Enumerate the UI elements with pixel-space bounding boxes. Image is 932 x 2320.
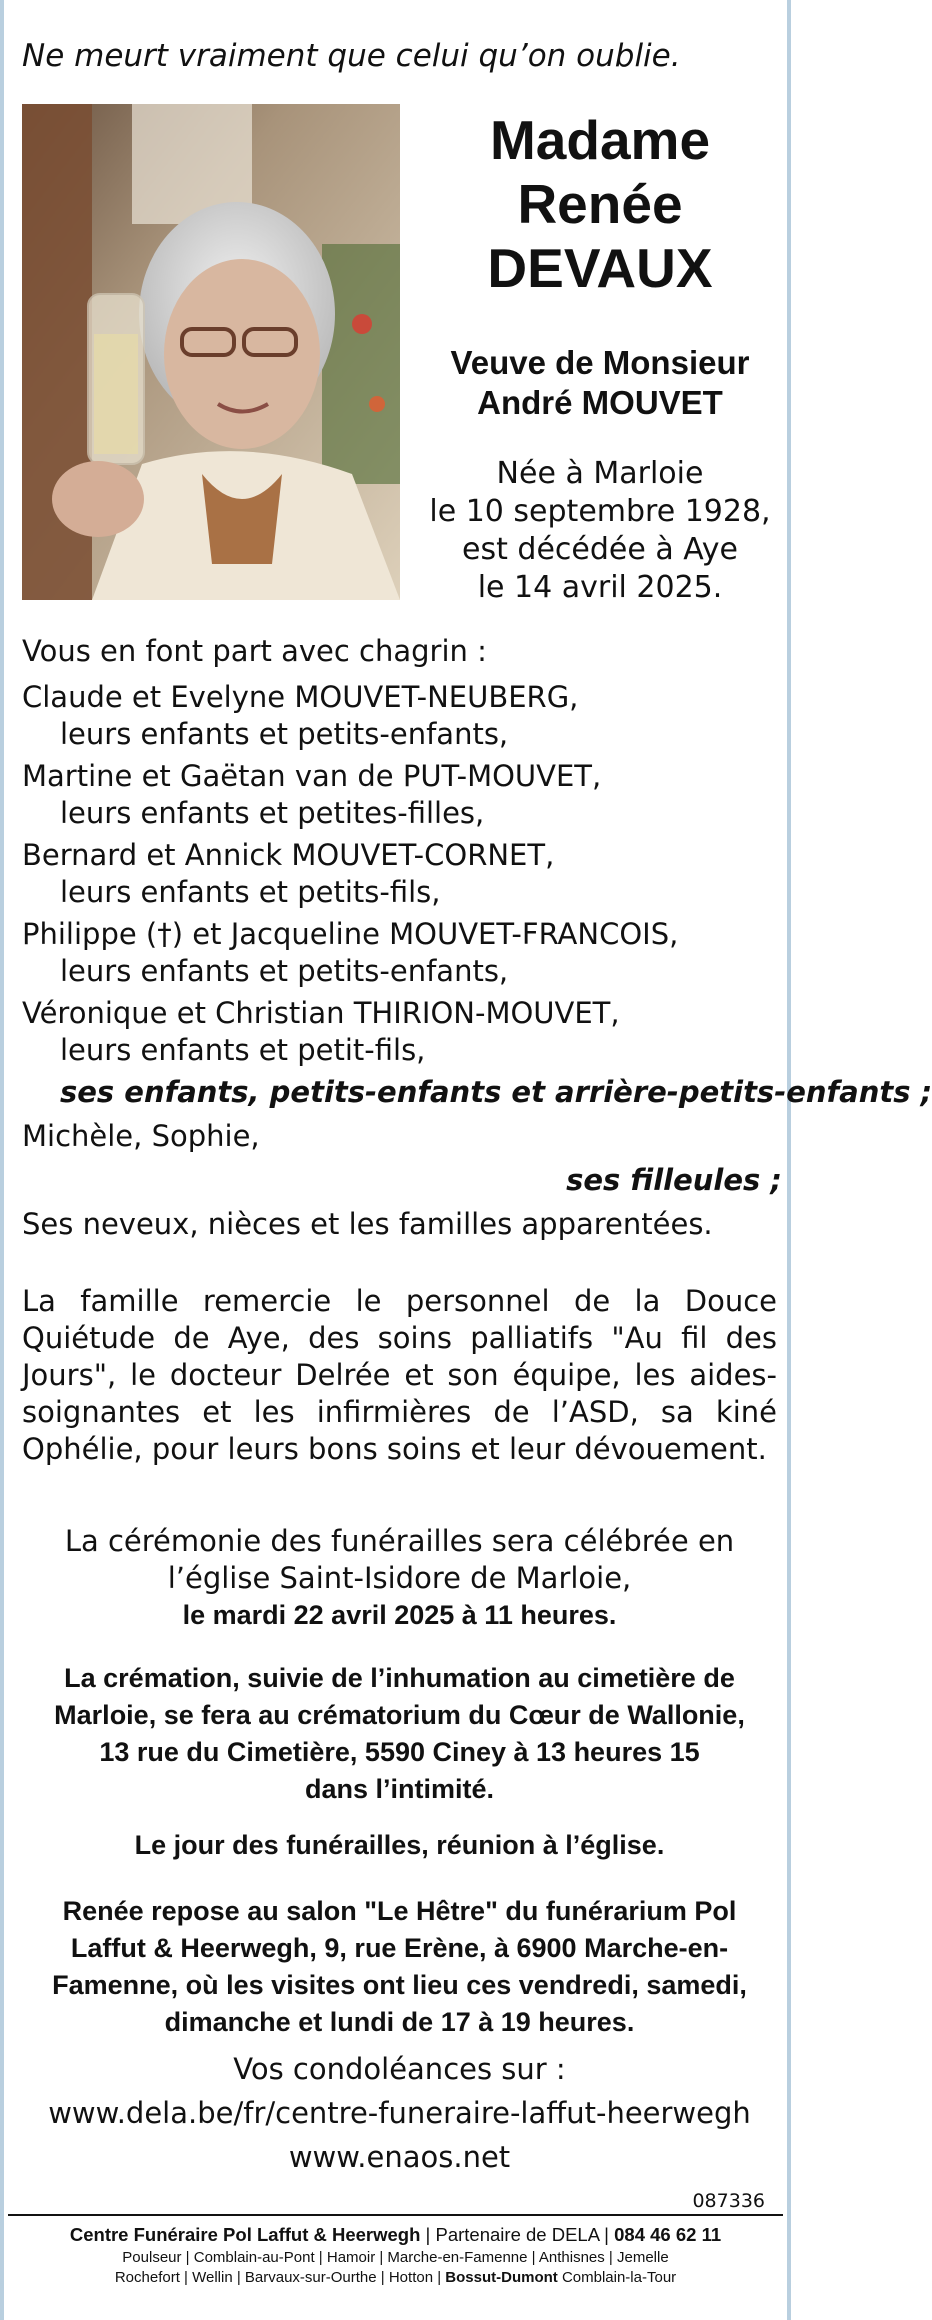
- family-descendants: leurs enfants et petit-fils,: [60, 1033, 426, 1067]
- birth-line-4: le 14 avril 2025.: [477, 570, 723, 605]
- condolences-url-2[interactable]: www.enaos.net: [288, 2140, 511, 2174]
- viewing-line-4: dimanche et lundi de 17 à 19 heures.: [164, 2007, 635, 2037]
- family-member: Véronique et Christian THIRION-MOUVET,: [22, 996, 620, 1030]
- footer-partner: | Partenaire de DELA |: [420, 2224, 615, 2245]
- footer-phone: 084 46 62 11: [614, 2224, 722, 2245]
- birth-death-info: [420, 455, 780, 607]
- ceremony-line-2: l’église Saint-Isidore de Marloie,: [167, 1561, 632, 1595]
- ceremony-info: [22, 1523, 777, 1634]
- footer-company-line: [8, 2222, 783, 2248]
- birth-line-1: Née à Marloie: [496, 456, 704, 491]
- children-summary: ses enfants, petits-enfants et arrière-petits-enfants ;: [60, 1075, 932, 1109]
- footer-locations-b: Comblain-la-Tour: [557, 2269, 677, 2286]
- family-descendants: leurs enfants et petits-enfants,: [60, 954, 509, 988]
- portrait-photo-image: [22, 104, 400, 600]
- footer: [8, 2214, 783, 2288]
- footer-company-name: Centre Funéraire Pol Laffut & Heerwegh: [69, 2224, 421, 2245]
- family-member: Bernard et Annick MOUVET-CORNET,: [22, 838, 555, 872]
- family-descendants: leurs enfants et petites-filles,: [60, 796, 485, 830]
- family-descendants: leurs enfants et petits-fils,: [60, 875, 441, 909]
- deceased-name: [420, 108, 780, 300]
- viewing-line-1: Renée repose au salon "Le Hêtre" du funérarium Pol: [62, 1896, 737, 1926]
- footer-locations-line-2: [8, 2268, 783, 2288]
- deceased-last-name: DEVAUX: [487, 237, 713, 299]
- footer-locations-a: Rochefort | Wellin | Barvaux-sur-Ourthe | Hotton |: [114, 2269, 446, 2286]
- birth-line-2: le 10 septembre 1928,: [429, 494, 771, 529]
- reference-number: 087336: [692, 2190, 765, 2212]
- portrait-photo: [22, 104, 400, 600]
- family-member: Philippe (†) et Jacqueline MOUVET-FRANCOIS,: [22, 917, 679, 951]
- family-member: Claude et Evelyne MOUVET-NEUBERG,: [22, 680, 579, 714]
- viewing-info: [22, 1893, 777, 2041]
- goddaughters-label: ses filleules ;: [566, 1163, 782, 1197]
- ceremony-line-1: La cérémonie des funérailles sera célébrée en: [64, 1524, 735, 1558]
- spouse-line-2: André MOUVET: [477, 384, 723, 421]
- deceased-title: Madame: [489, 109, 711, 171]
- viewing-line-2: Laffut & Heerwegh, 9, rue Erène, à 6900 Marche-en-: [70, 1933, 729, 1963]
- cremation-line-4: dans l’intimité.: [304, 1774, 495, 1804]
- spouse-info: [420, 343, 780, 423]
- condolences-url-1[interactable]: www.dela.be/fr/centre-funeraire-laffut-heerwegh: [48, 2096, 751, 2130]
- epigraph: Ne meurt vraiment que celui qu’on oublie.: [22, 38, 681, 74]
- footer-locations-line-1: Poulseur | Comblain-au-Pont | Hamoir | Marche-en-Famenne | Anthisnes | Jemelle: [122, 2249, 669, 2266]
- reunion-info: Le jour des funérailles, réunion à l’église.: [134, 1830, 665, 1860]
- family-member: Martine et Gaëtan van de PUT-MOUVET,: [22, 759, 602, 793]
- condolences-label: Vos condoléances sur :: [233, 2052, 566, 2086]
- spouse-line-1: Veuve de Monsieur: [450, 344, 750, 381]
- condolences-info: [22, 2047, 777, 2179]
- relatives: Ses neveux, nièces et les familles apparentées.: [22, 1207, 713, 1241]
- ceremony-line-3: le mardi 22 avril 2025 à 11 heures.: [182, 1600, 617, 1630]
- cremation-info: [22, 1660, 777, 1808]
- viewing-line-3: Famenne, où les visites ont lieu ces vendredi, samedi,: [52, 1970, 747, 2000]
- family-descendants: leurs enfants et petits-enfants,: [60, 717, 509, 751]
- goddaughters-names: Michèle, Sophie,: [22, 1119, 260, 1153]
- cremation-line-3: 13 rue du Cimetière, 5590 Ciney à 13 heures 15: [99, 1737, 700, 1767]
- cremation-line-1: La crémation, suivie de l’inhumation au cimetière de: [64, 1663, 735, 1693]
- announcement-intro: Vous en font part avec chagrin :: [22, 634, 487, 668]
- birth-line-3: est décédée à Aye: [462, 532, 738, 567]
- deceased-first-name: Renée: [517, 173, 683, 235]
- family-list: [22, 678, 932, 1243]
- cremation-line-2: Marloie, se fera au crématorium du Cœur de Wallonie,: [54, 1700, 745, 1730]
- footer-partner-2: Bossut-Dumont: [445, 2269, 558, 2286]
- thanks-paragraph: La famille remercie le personnel de la Douce Quiétude de Aye, des soins palliatifs "Au fil des Jours", le docteur Delrée et son équipe, les aides-soignantes et les infirmières de l’ASD, sa kiné Ophélie, pour leurs bons soins et leur dévouement.: [22, 1284, 777, 1466]
